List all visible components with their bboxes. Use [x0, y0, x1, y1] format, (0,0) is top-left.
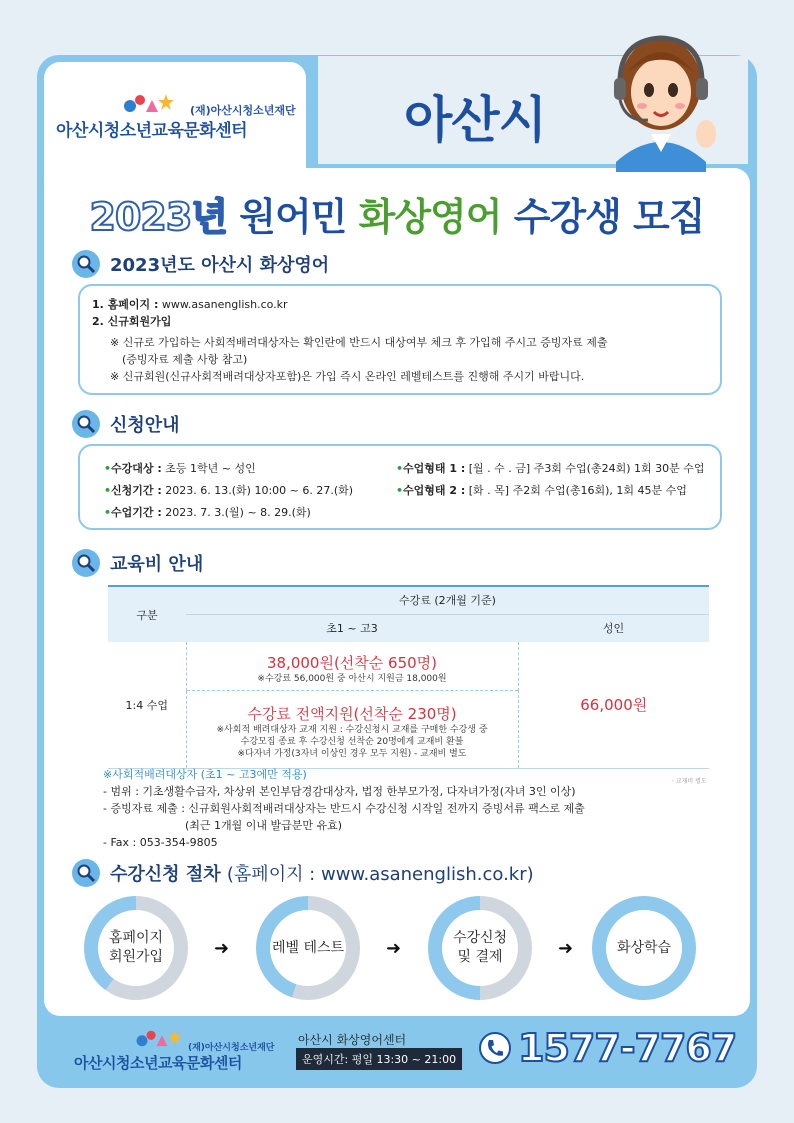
footer-org-name: 아산시청소년교육문화센터 [74, 1054, 242, 1072]
city-name: 아산시 [404, 91, 546, 149]
fee-notes [103, 766, 585, 851]
info-class-period: •수업기간 : 2023. 7. 3.(월) ~ 8. 29.(화) [104, 506, 311, 519]
overview-box [78, 284, 722, 395]
signup-note-1b: (증빙자료 제출 사항 참고) [122, 353, 248, 366]
org-logo [56, 90, 306, 150]
section-title: 수강신청 절차 [110, 864, 221, 885]
signup-note-2: ※ 신규회원(신규사회적배려대상자포함)은 가입 즉시 온라인 레벨테스트를 진행해 주시기 바랍니다. [110, 370, 585, 383]
notes-evidence: - 증빙자료 제출 : 신규회원사회적배려대상자는 반드시 수강신청 시작일 전까지 증빙서류 팩스로 제출 [103, 802, 585, 815]
signup-label: 2. 신규회원가입 [92, 315, 172, 328]
magnifier-icon [72, 549, 100, 577]
section-title: 2023년도 아산시 화상영어 [110, 255, 330, 276]
col-fee: 수강료 (2개월 기준) [186, 586, 709, 614]
arrow-right-icon: ➜ [214, 938, 230, 959]
magnifier-icon [72, 859, 100, 887]
fee-student-support: 수강료 전액지원(선착순 230명) ※사회적 배려대상자 교재 지원 : 수강신청시 교재를 구매한 수강생 중 수강모집 종료 후 수강신청 선착순 20명에게 교재비 환불 ※다자녀 가정(3자녀 이상인 경우 모두 지원) - 교재비 별도 [186, 690, 518, 768]
notes-title: ※사회적배려대상자 (초1 ~ 고3에만 적용) [103, 768, 307, 781]
magnifier-icon [72, 250, 100, 278]
arrow-right-icon: ➜ [558, 938, 574, 959]
section-title: 신청안내 [110, 415, 180, 436]
info-application-period: •신청기간 : 2023. 6. 13.(화) 10:00 ~ 6. 27.(화) [104, 484, 354, 497]
procedure-homepage: (홈페이지 : www.asanenglish.co.kr) [226, 864, 534, 885]
fee-student-regular: 38,000원(선착순 650명) ※수강료 56,000원 중 아산시 지원금 18,000원 [186, 642, 518, 690]
tiny-note: · 교재비 별도 [672, 778, 707, 785]
operating-hours: 운영시간: 평일 13:30 ~ 21:00 [296, 1048, 462, 1070]
step-signup: 홈페이지 회원가입 [84, 896, 188, 1000]
signup-note-1: ※ 신규로 가입하는 사회적배려대상자는 확인란에 반드시 대상여부 체크 후 가입해 주시고 증빙자료 제출 [110, 336, 608, 349]
section-heading-procedure [72, 859, 534, 887]
arrow-right-icon: ➜ [386, 938, 402, 959]
section-heading-application [72, 410, 180, 438]
phone-icon [478, 1031, 512, 1065]
title-part3: 수강생 모집 [513, 195, 705, 239]
info-class-type-1: •수업형태 1 : [월 . 수 . 금] 주3회 수업(총24회) 1회 30분 수업 [396, 462, 705, 475]
footer-org-sub: (재)아산시청소년재단 [188, 1043, 275, 1053]
page-title [0, 186, 794, 241]
logo-shapes-icon [132, 1028, 192, 1048]
notes-fax: - Fax : 053-354-9805 [103, 836, 218, 849]
col-student: 초1 ~ 고3 [186, 614, 518, 642]
org-name: 아산시청소년교육문화센터 [56, 121, 248, 141]
org-sub-name: (재)아산시청소년재단 [190, 104, 296, 117]
info-class-type-2: •수업형태 2 : [화 . 목] 주2회 수업(총16회), 1회 45분 수업 [396, 484, 687, 497]
section-heading-fees [72, 549, 203, 577]
application-box [78, 444, 722, 530]
magnifier-icon [72, 410, 100, 438]
notes-evidence-2: (최근 1개월 이내 발급분만 유효) [185, 819, 343, 832]
procedure-steps [84, 896, 694, 1002]
info-target: •수강대상 : 초등 1학년 ~ 성인 [104, 462, 256, 475]
col-adult: 성인 [518, 614, 709, 642]
section-title: 교육비 안내 [110, 554, 204, 575]
table-row [108, 642, 709, 690]
homepage-link[interactable]: www.asanenglish.co.kr [161, 298, 288, 311]
fee-table [108, 585, 709, 769]
step-study: 화상학습 [592, 896, 696, 1000]
adult-fee: 66,000원 [518, 642, 709, 768]
phone-number[interactable]: 1577-7767 [478, 1026, 736, 1070]
step-level-test: 레벨 테스트 [256, 896, 360, 1000]
col-category: 구분 [108, 586, 186, 642]
footer-logo [74, 1030, 284, 1070]
homepage-label: 1. 홈페이지 : [92, 298, 159, 311]
title-part2: 화상영어 [358, 195, 502, 239]
row-label: 1:4 수업 [108, 642, 186, 768]
section-heading-overview [72, 250, 329, 278]
step-payment: 수강신청 및 결제 [428, 896, 532, 1000]
notes-scope: - 범위 : 기초생활수급자, 차상위 본인부담경감대상자, 법정 한부모가정, 다자녀가정(자녀 3인 이상) [103, 785, 576, 798]
title-part1: 원어민 [239, 195, 347, 239]
call-operator-illustration [596, 22, 726, 172]
logo-shapes-icon [122, 92, 182, 114]
title-year: 2023년 [89, 195, 228, 239]
center-name: 아산시 화상영어센터 [298, 1033, 407, 1047]
